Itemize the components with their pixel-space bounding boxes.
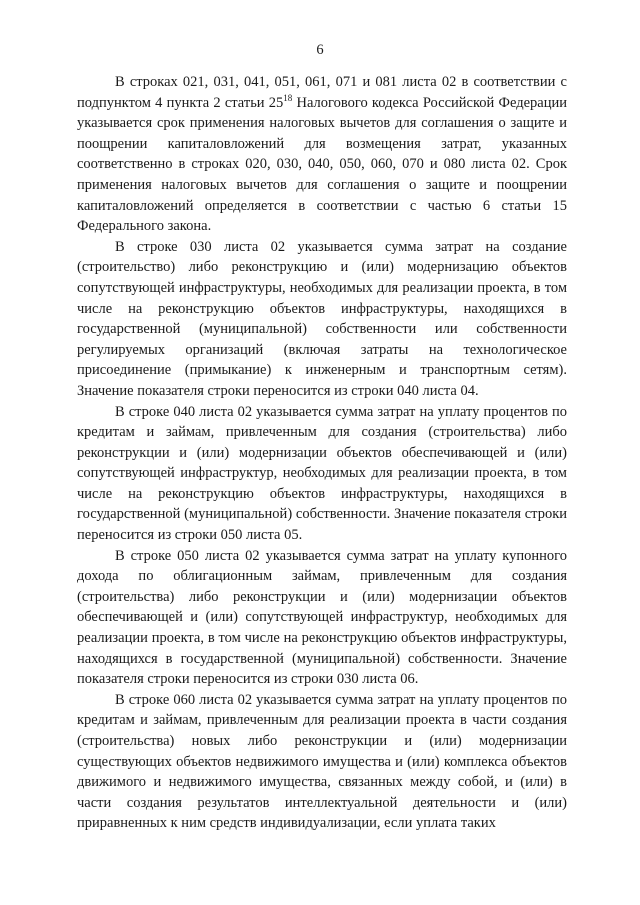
paragraph-line-030: В строке 030 листа 02 указывается сумма затрат на создание (строительство) либо реконструкцию и (или) модернизацию объектов сопутствующей инфраструктуры, необходимых для реализации проекта, в том числе на реконструкцию объектов инфраструктуры, находящихся в государственной (муниципальной) собственности или собственности регулируемых организаций (включая затраты на технологическое присоединение (примыкание) к инженерным и транспортным сетям). Значение показателя строки переносится из строки 040 листа 04. [77, 238, 567, 399]
paragraph-text-start: В строках 021, 031, 041, 051, 061, 071 и 081 листа 02 в соответствии с подпунктом 4 пункта 2 статьи 25 [77, 74, 567, 111]
page-number: 6 [316, 42, 324, 58]
paragraph-line-040: В строке 040 листа 02 указывается сумма затрат на уплату процентов по кредитам и займам, привлеченным для создания (строительства) либо реконструкции и (или) модернизации объектов обеспечивающей и (или) сопутствующей инфраструктур, необходимых для реализации проекта, в том числе на реконструкцию объектов инфраструктуры, находящихся в государственной (муниципальной) собственности. Значение показателя строки переносится из строки 050 листа 05. [77, 403, 567, 544]
paragraph-text-end: Налогового кодекса Российской Федерации указывается срок применения налоговых вычетов для соглашения о защите и поощрении капиталовложений для возмещения затрат, указанных соответственно в строках 020, 030, 040, 050, 060, 070 и 080 листа 02. Срок применения налоговых вычетов для соглашения о защите и поощрении капиталовложений определяется в соответствии с частью 6 статьи 15 Федерального закона. [77, 94, 567, 235]
article-superscript: 18 [283, 92, 293, 103]
paragraph-line-050: В строке 050 листа 02 указывается сумма затрат на уплату купонного дохода по облигационным займам, привлеченным для создания (строительства) либо реконструкции и (или) модернизации объектов обеспечивающей и (или) сопутствующей инфраструктур, необходимых для реализации проекта, в том числе на реконструкцию объектов инфраструктуры, находящихся в государственной (муниципальной) собственности. Значение показателя строки переносится из строки 030 листа 06. [77, 547, 567, 688]
paragraph-line-060: В строке 060 листа 02 указывается сумма затрат на уплату процентов по кредитам и займам, привлеченным для реализации проекта в части создания (строительства) новых либо реконструкции и (или) модернизации существующих объектов недвижимого имущества и (или) комплекса объектов движимого и недвижимого имущества, связанных между собой, и (или) в части создания результатов интеллектуальной деятельности и (или) приравненных к ним средств индивидуализации, если уплата таких [77, 691, 567, 832]
document-body [77, 72, 567, 834]
paragraph-lines-021-081 [77, 72, 567, 237]
